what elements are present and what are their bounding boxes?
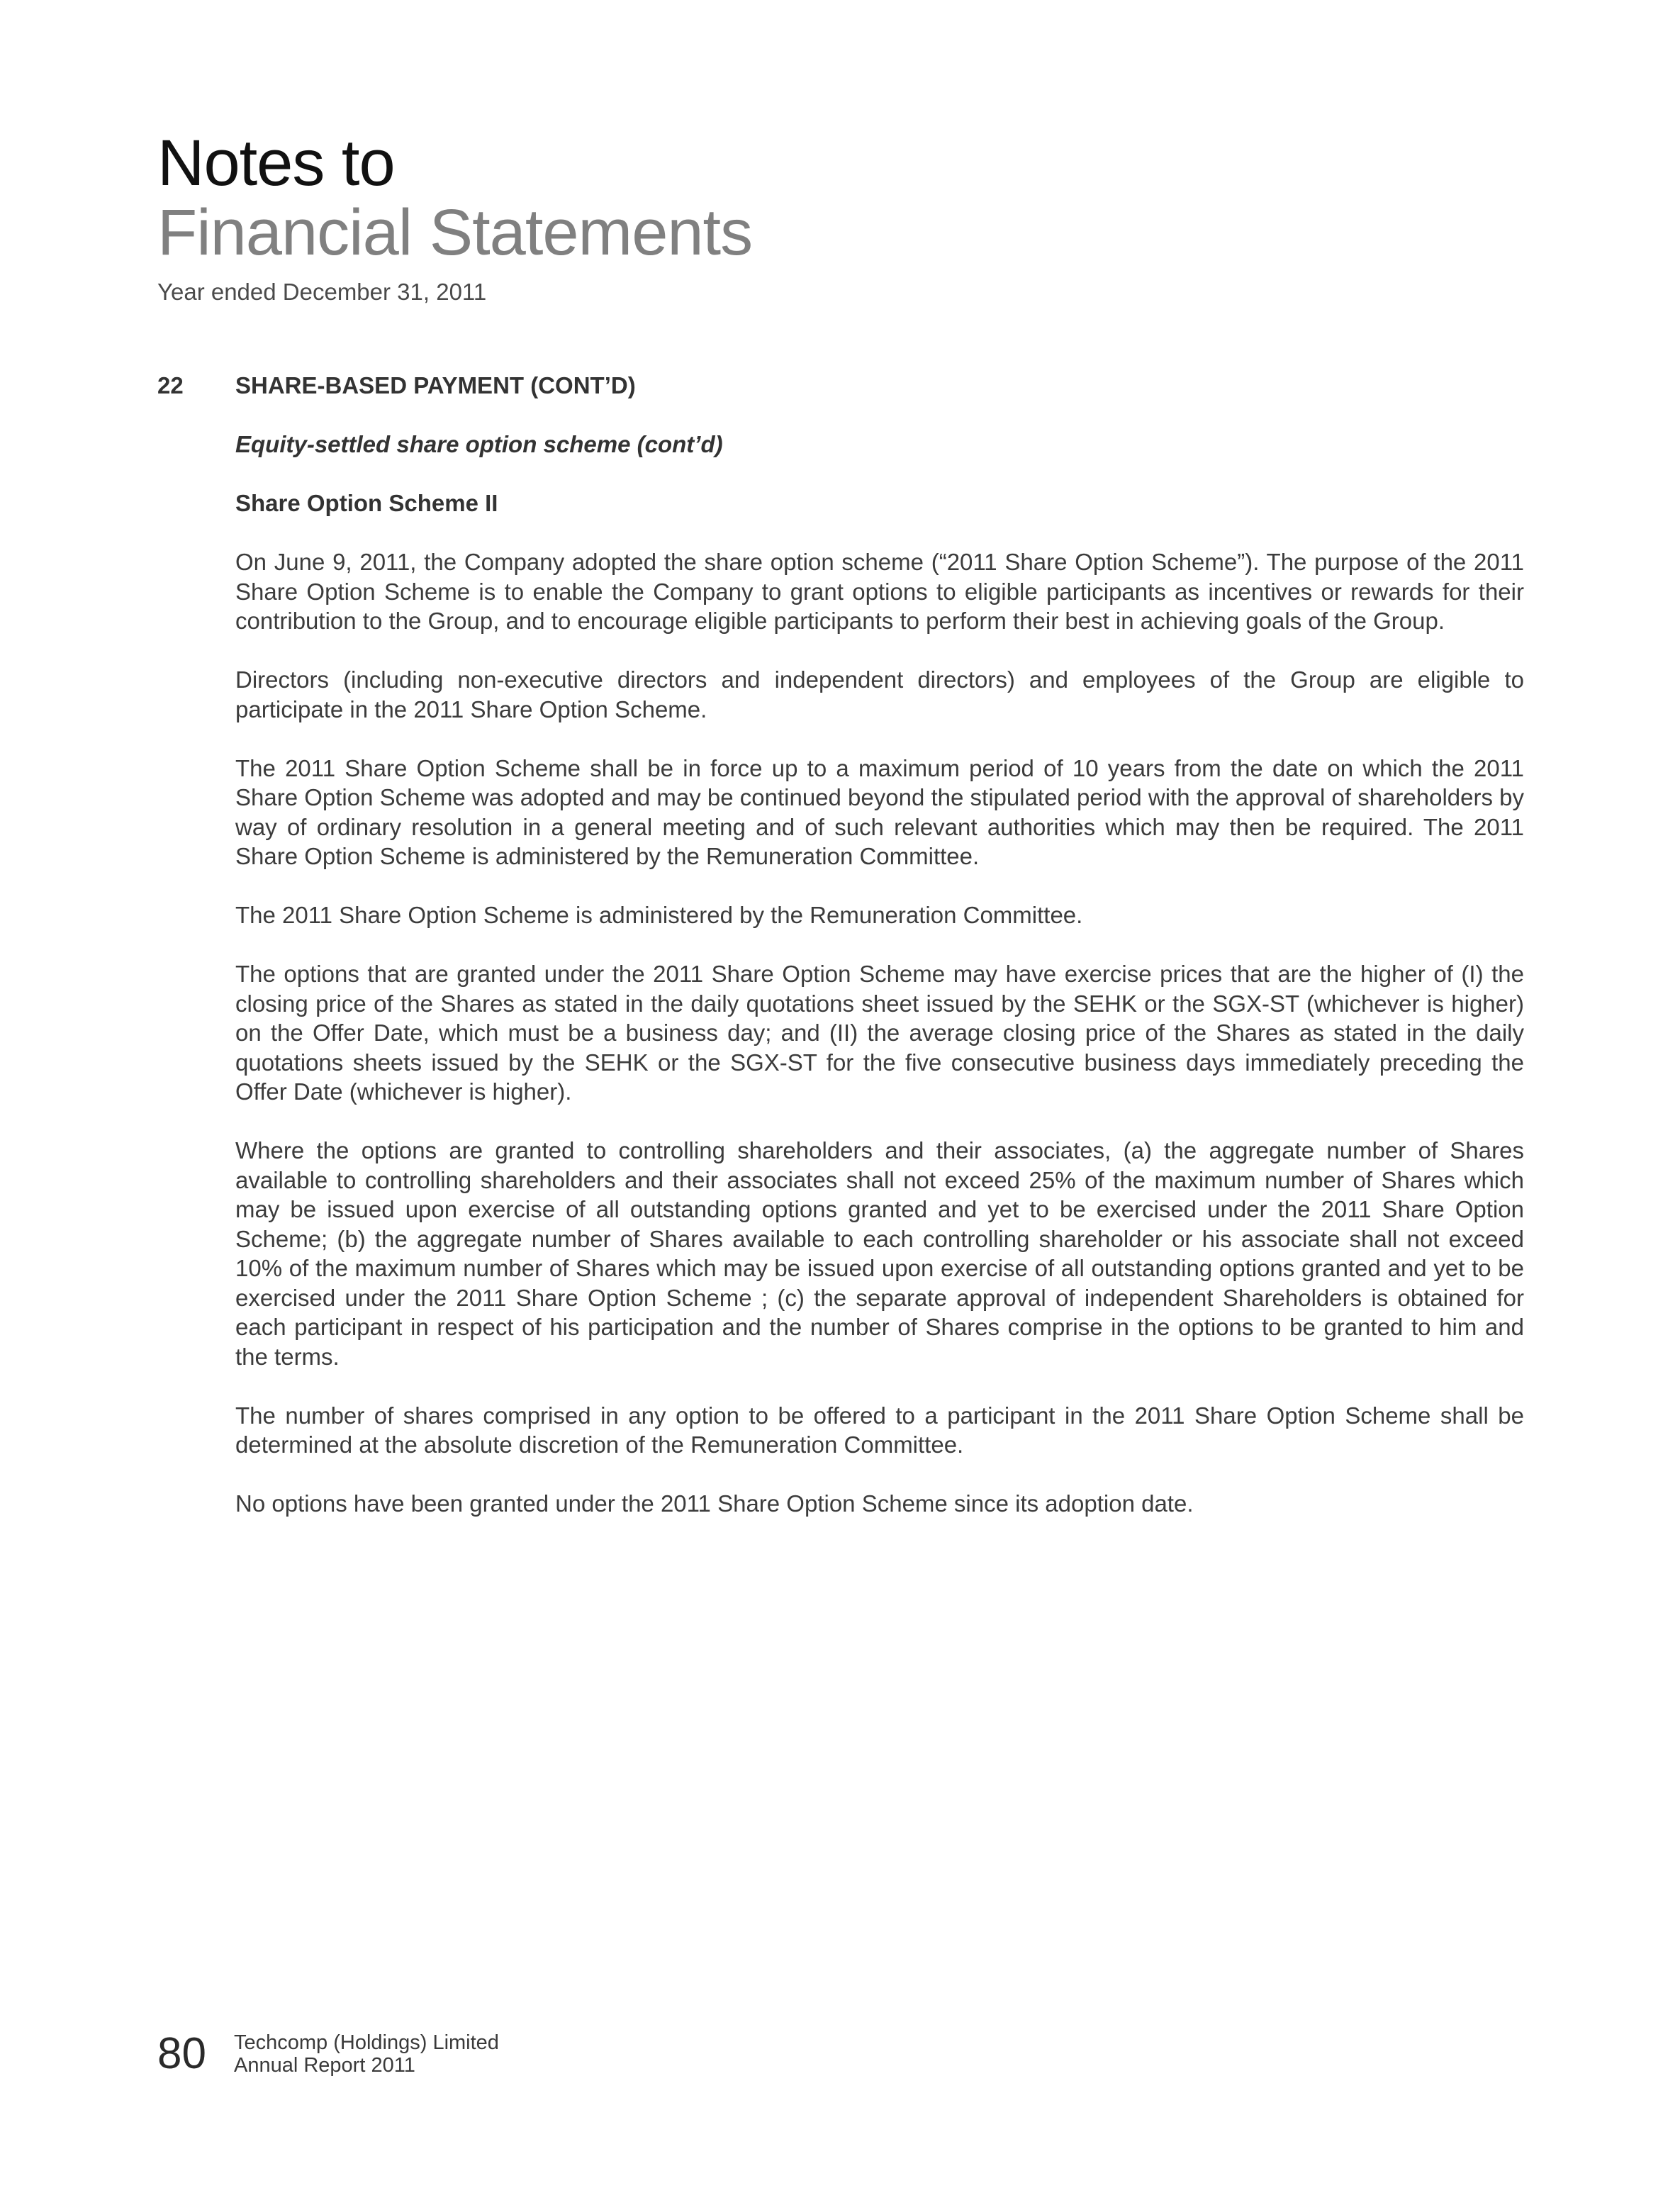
footer-company: Techcomp (Holdings) Limited xyxy=(234,2031,499,2054)
paragraph: Directors (including non-executive directors and independent directors) and employees of the Group are eligible to participate in the 2011 Share Option Scheme. xyxy=(235,666,1524,722)
section-body xyxy=(235,430,1524,1548)
paragraph: On June 9, 2011, the Company adopted the share option scheme (“2011 Share Option Scheme”). The purpose of the 2011 Share Option Scheme is to enable the Company to grant options to eligible participants as incentives or rewards for their contribution to the Group, and to encourage eligible participants to perform their best in achieving goals of the Group. xyxy=(235,549,1524,634)
paragraph: No options have been granted under the 2011 Share Option Scheme since its adoption date. xyxy=(235,1490,1194,1517)
page-subtitle: Year ended December 31, 2011 xyxy=(157,279,487,305)
footer-report: Annual Report 2011 xyxy=(234,2054,415,2077)
page-title-line1: Notes to xyxy=(157,127,395,199)
paragraph: The number of shares comprised in any option to be offered to a participant in the 2011 Share Option Scheme shall be determined at the absolute discretion of the Remuneration Committee. xyxy=(235,1402,1524,1458)
scheme-heading: Share Option Scheme II xyxy=(235,490,498,516)
page-title-line2: Financial Statements xyxy=(157,196,753,269)
paragraph: The options that are granted under the 2011 Share Option Scheme may have exercise prices that are the higher of (I) the closing price of the Shares as stated in the daily quotations sheet issued by the SEHK or the SGX-ST (whichever is higher) on the Offer Date, which must be a business day; and (II) the average closing price of the Shares as stated in the daily quotations sheets issued by the SEHK or the SGX-ST for the five consecutive business days immediately preceding the Offer Date (whichever is higher). xyxy=(235,961,1524,1105)
paragraph: The 2011 Share Option Scheme shall be in force up to a maximum period of 10 years from the date on which the 2011 Share Option Scheme was adopted and may be continued beyond the stipulated period with the approval of shareholders by way of ordinary resolution in a general meeting and of such relevant authorities which may then be required. The 2011 Share Option Scheme is administered by the Remuneration Committee. xyxy=(235,754,1525,869)
subheading: Equity-settled share option scheme (cont’d) xyxy=(235,431,723,457)
section-number: 22 xyxy=(157,372,184,398)
section-title: SHARE-BASED PAYMENT (CONT’D) xyxy=(235,372,636,398)
paragraph: The 2011 Share Option Scheme is administered by the Remuneration Committee. xyxy=(235,902,1083,928)
page-number: 80 xyxy=(157,2029,206,2078)
paragraph: Where the options are granted to controlling shareholders and their associates, (a) the aggregate number of Shares available to controlling shareholders and their associates shall not exceed 25% of the maximum number of Shares which may be issued upon exercise of all outstanding options granted and yet to be exercised under the 2011 Share Option Scheme; (b) the aggregate number of Shares available to each controlling shareholder or his associate shall not exceed 10% of the maximum number of Shares which may be issued upon exercise of all outstanding options granted and yet to be exercised under the 2011 Share Option Scheme ; (c) the separate approval of independent Shareholders is obtained for each participant in respect of his participation and the number of Shares comprise in the options to be granted to him and the terms. xyxy=(235,1137,1524,1370)
